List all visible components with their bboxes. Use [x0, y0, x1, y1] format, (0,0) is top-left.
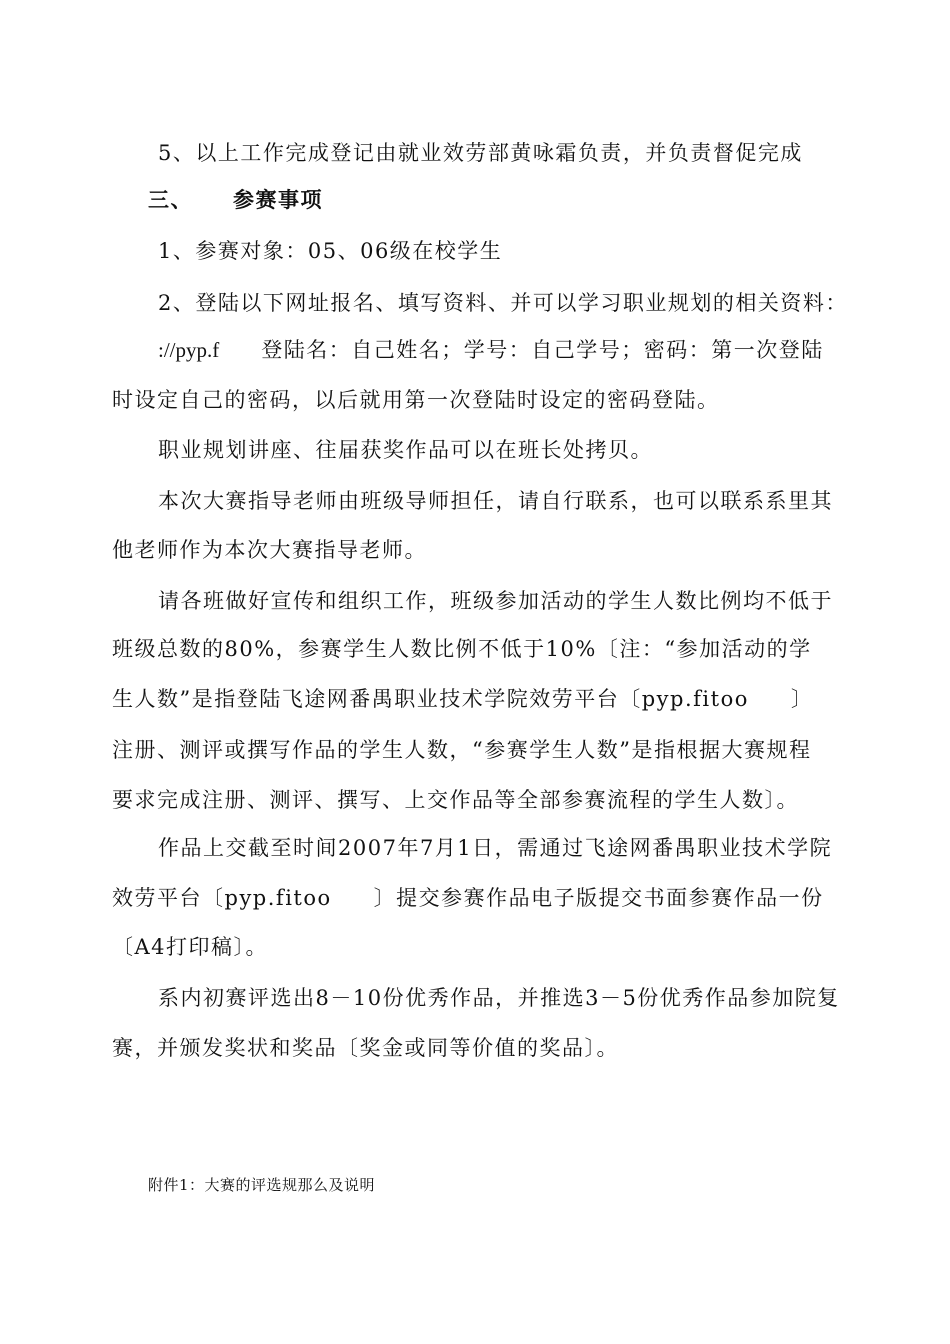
- paragraph-register: 2、登陆以下网址报名、填写资料、并可以学习职业规划的相关资料：: [158, 291, 848, 315]
- attachment-note: 附件1：大赛的评选规那么及说明: [148, 1176, 376, 1194]
- section-title: 参赛事项: [233, 187, 323, 212]
- section-3-heading: [148, 187, 323, 213]
- section-number: 三、: [148, 187, 193, 212]
- paragraph-organize-line-4: 注册、测评或撰写作品的学生人数，“参赛学生人数”是指根据大赛规程: [112, 738, 812, 762]
- paragraph-lectures: 职业规划讲座、往届获奖作品可以在班长处拷贝。: [158, 438, 653, 462]
- paragraph-organize-line-1: 请各班做好宣传和组织工作，班级参加活动的学生人数比例均不低于: [158, 589, 833, 613]
- item-5-text: 5、以上工作完成登记由就业效劳部黄咏霜负责，并负责督促完成: [158, 141, 803, 165]
- paragraph-organize-line-3: [112, 686, 813, 712]
- paragraph-selection-line-1: 系内初赛评选出8－10份优秀作品，并推选3－5份优秀作品参加院复: [158, 986, 840, 1010]
- paragraph-deadline-line-2: [112, 885, 824, 911]
- registration-url: ://pyp.f: [158, 338, 220, 362]
- paragraph-deadline-line-1: 作品上交截至时间2007年7月1日，需通过飞途网番禺职业技术学院: [158, 836, 833, 860]
- login-info-line: [158, 337, 824, 363]
- platform-text-2: 效劳平台〔pyp.fitoo: [112, 886, 332, 910]
- paragraph-advisor-line-2: 他老师作为本次大赛指导老师。: [112, 538, 427, 562]
- login-info-continued: 时设定自己的密码，以后就用第一次登陆时设定的密码登陆。: [112, 388, 720, 412]
- paragraph-deadline-line-3: 〔A4打印稿〕。: [112, 935, 269, 959]
- paragraph-advisor-line-1: 本次大赛指导老师由班级导师担任，请自行联系，也可以联系系里其: [158, 489, 833, 513]
- login-instructions: 登陆名：自己姓名；学号：自己学号；密码：第一次登陆: [261, 338, 824, 362]
- paragraph-participants: 1、参赛对象：05、06级在校学生: [158, 239, 503, 263]
- closing-bracket: 〕: [790, 687, 814, 711]
- submission-text: 〕提交参赛作品电子版提交书面参赛作品一份: [373, 886, 824, 910]
- paragraph-organize-line-2: 班级总数的80%，参赛学生人数比例不低于10%〔注：“参加活动的学: [112, 637, 812, 661]
- paragraph-organize-line-5: 要求完成注册、测评、撰写、上交作品等全部参赛流程的学生人数〕。: [112, 788, 799, 812]
- platform-text: 生人数”是指登陆飞途网番禺职业技术学院效劳平台〔pyp.fitoo: [112, 687, 749, 711]
- paragraph-selection-line-2: 赛，并颁发奖状和奖品〔奖金或同等价值的奖品〕。: [112, 1036, 619, 1060]
